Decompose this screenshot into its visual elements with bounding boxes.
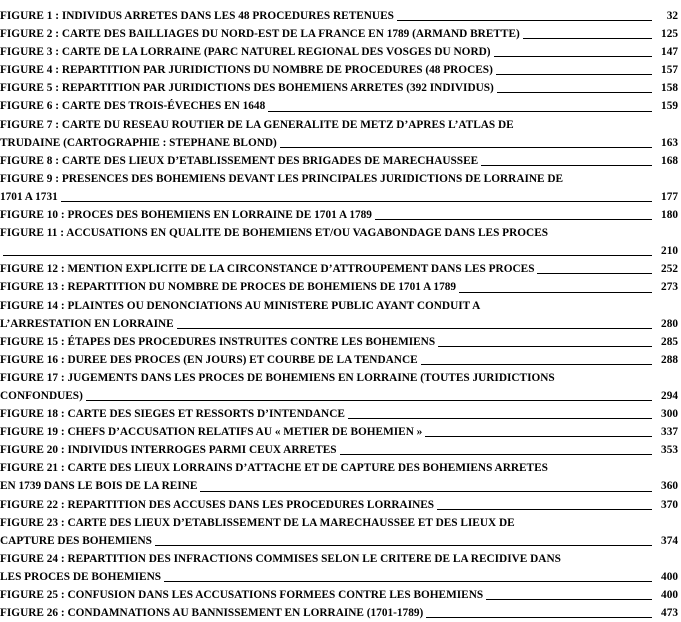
toc-entry-figure-9[interactable]: [0, 170, 678, 206]
toc-entry-line: [0, 333, 678, 351]
leader-line: [348, 418, 652, 419]
toc-entry-title-line-1: FIGURE 24 : REPARTITION DES INFRACTIONS COMMISES SELON LE CRITERE DE LA RECIDIVE DANS: [0, 552, 561, 565]
toc-entry-line: [0, 134, 678, 152]
toc-entry-line: [0, 586, 678, 604]
leader-line: [537, 273, 652, 274]
toc-entry-page: 210: [661, 245, 678, 258]
toc-entry-title: FIGURE 18 : CARTE DES SIEGES ET RESSORTS D’INTENDANCE: [0, 408, 345, 421]
leader-line: [340, 454, 652, 455]
toc-entry-figure-26[interactable]: [0, 604, 678, 622]
toc-entry-page: 273: [661, 281, 678, 294]
leader-line: [494, 56, 652, 57]
toc-entry-line: [0, 43, 678, 61]
toc-entry-figure-8[interactable]: [0, 152, 678, 170]
toc-entry-line: [0, 351, 678, 369]
toc-entry-page: 163: [661, 136, 678, 149]
toc-entry-title: FIGURE 16 : DUREE DES PROCES (EN JOURS) ET COURBE DE LA TENDANCE: [0, 353, 418, 366]
toc-entry-figure-24[interactable]: [0, 550, 678, 586]
toc-entry-page: 337: [661, 426, 678, 439]
toc-entry-title: FIGURE 5 : REPARTITION PAR JURIDICTIONS DES BOHEMIENS ARRETES (392 INDIVIDUS): [0, 82, 494, 95]
toc-entry-figure-3[interactable]: [0, 43, 678, 61]
toc-entry-figure-17[interactable]: [0, 369, 678, 405]
toc-entry-line: [0, 604, 678, 622]
toc-entry-figure-19[interactable]: [0, 423, 678, 441]
toc-entry-title-line-2: LES PROCES DE BOHEMIENS: [0, 570, 162, 583]
toc-entry-page: 288: [661, 353, 678, 366]
toc-entry-line: [0, 242, 678, 260]
toc-entry-title: FIGURE 10 : PROCES DES BOHEMIENS EN LORRAINE DE 1701 A 1789: [0, 209, 372, 222]
toc-entry-figure-18[interactable]: [0, 405, 678, 423]
toc-entry-figure-12[interactable]: [0, 260, 678, 278]
leader-line: [438, 346, 652, 347]
leader-line: [421, 364, 652, 365]
toc-entry-title: FIGURE 20 : INDIVIDUS INTERROGES PARMI CEUX ARRETES: [0, 444, 337, 457]
toc-entry-line: [0, 496, 678, 514]
toc-entry-page: 159: [661, 100, 678, 113]
toc-entry-figure-10[interactable]: [0, 206, 678, 224]
toc-entry-line: [0, 315, 678, 333]
toc-entry-page: 177: [661, 190, 678, 203]
toc-entry-page: 252: [661, 263, 678, 276]
leader-line: [486, 599, 652, 600]
toc-entry-page: 168: [661, 154, 678, 167]
toc-entry-title-line-1: FIGURE 14 : PLAINTES OU DENONCIATIONS AU MINISTERE PUBLIC AYANT CONDUIT A: [0, 299, 481, 312]
toc-entry-line: [0, 532, 678, 550]
toc-entry-figure-6[interactable]: [0, 97, 678, 115]
leader-line: [523, 38, 652, 39]
toc-entry-page: 157: [661, 64, 678, 77]
toc-entry-title: FIGURE 1 : INDIVIDUS ARRETES DANS LES 48 PROCEDURES RETENUES: [0, 10, 394, 22]
leader-line: [155, 545, 652, 546]
toc-entry-figure-20[interactable]: [0, 441, 678, 459]
toc-entry-page: 473: [661, 607, 678, 620]
toc-entry-figure-14[interactable]: [0, 297, 678, 333]
toc-entry-page: 147: [661, 46, 678, 59]
leader-line: [86, 400, 652, 401]
leader-line: [268, 111, 652, 112]
leader-line: [375, 219, 652, 220]
toc-entry-line: [0, 278, 678, 296]
toc-entry-page: 374: [661, 534, 678, 547]
toc-entry-title-line-2: CONFONDUES): [0, 389, 83, 402]
list-of-figures: [0, 7, 678, 622]
toc-entry-line: [0, 79, 678, 97]
toc-entry-page: 353: [661, 444, 678, 457]
leader-line: [280, 147, 652, 148]
toc-entry-title: FIGURE 13 : REPARTITION DU NOMBRE DE PROCES DE BOHEMIENS DE 1701 A 1789: [0, 281, 457, 294]
toc-entry-title-line-1: FIGURE 11 : ACCUSATIONS EN QUALITE DE BOHEMIENS ET/OU VAGABONDAGE DANS LES PROCES: [0, 227, 549, 240]
leader-line: [425, 436, 652, 437]
toc-entry-line: [0, 441, 678, 459]
toc-entry-line: [0, 568, 678, 586]
toc-entry-figure-15[interactable]: [0, 333, 678, 351]
toc-entry-title-line-1: FIGURE 21 : CARTE DES LIEUX LORRAINS D’ATTACHE ET DE CAPTURE DES BOHEMIENS ARRETES: [0, 462, 548, 475]
toc-entry-figure-5[interactable]: [0, 79, 678, 97]
toc-entry-page: 400: [661, 589, 678, 601]
toc-entry-title-line-2: L’ARRESTATION EN LORRAINE: [0, 317, 174, 330]
toc-entry-figure-1[interactable]: [0, 7, 678, 25]
toc-entry-title-line-2: CAPTURE DES BOHEMIENS: [0, 534, 152, 547]
toc-entry-page: 285: [661, 335, 678, 348]
leader-line: [3, 255, 652, 256]
toc-entry-title-line-1: FIGURE 23 : CARTE DES LIEUX D’ETABLISSEMENT DE LA MARECHAUSSEE ET DES LIEUX DE: [0, 516, 515, 529]
toc-entry-page: 360: [661, 480, 678, 493]
toc-entry-figure-23[interactable]: [0, 514, 678, 550]
toc-entry-title: FIGURE 15 : ÉTAPES DES PROCEDURES INSTRUITES CONTRE LES BOHEMIENS: [0, 335, 436, 348]
toc-entry-title: FIGURE 19 : CHEFS D’ACCUSATION RELATIFS AU « METIER DE BOHEMIEN »: [0, 426, 423, 439]
toc-entry-line: [0, 206, 678, 224]
toc-entry-title-line-1: FIGURE 17 : JUGEMENTS DANS LES PROCES DE BOHEMIENS EN LORRAINE (TOUTES JURIDICTIONS: [0, 371, 555, 384]
leader-line: [164, 581, 652, 582]
toc-entry-title: FIGURE 6 : CARTE DES TROIS-ÉVECHES EN 1648: [0, 100, 266, 113]
leader-line: [61, 201, 652, 202]
toc-entry-title-line-2: TRUDAINE (CARTOGRAPHIE : STEPHANE BLOND): [0, 136, 277, 149]
toc-entry-title: FIGURE 2 : CARTE DES BAILLIAGES DU NORD-EST DE LA FRANCE EN 1789 (ARMAND BRETTE): [0, 28, 520, 41]
toc-entry-line: [0, 61, 678, 79]
toc-entry-title-line-2: 1701 A 1731: [0, 190, 58, 203]
toc-entry-page: 294: [661, 389, 678, 402]
leader-line: [496, 74, 652, 75]
toc-entry-line: [0, 423, 678, 441]
toc-entry-figure-7[interactable]: [0, 116, 678, 152]
leader-line: [497, 92, 652, 93]
toc-entry-figure-25[interactable]: [0, 586, 678, 604]
toc-entry-page: 400: [661, 570, 678, 583]
toc-entry-title: FIGURE 26 : CONDAMNATIONS AU BANNISSEMENT EN LORRAINE (1701-1789): [0, 607, 424, 620]
toc-entry-title: FIGURE 4 : REPARTITION PAR JURIDICTIONS DU NOMBRE DE PROCEDURES (48 PROCES): [0, 64, 493, 77]
toc-entry-figure-16[interactable]: [0, 351, 678, 369]
toc-entry-title: FIGURE 8 : CARTE DES LIEUX D’ETABLISSEMENT DES BRIGADES DE MARECHAUSSEE: [0, 154, 479, 167]
toc-entry-title-line-2: EN 1739 DANS LE BOIS DE LA REINE: [0, 480, 198, 493]
toc-entry-page: 280: [661, 317, 678, 330]
leader-line: [200, 491, 652, 492]
toc-entry-figure-2[interactable]: [0, 25, 678, 43]
leader-line: [397, 20, 652, 21]
toc-entry-title-line-1: FIGURE 9 : PRESENCES DES BOHEMIENS DEVANT LES PRINCIPALES JURIDICTIONS DE LORRAINE DE: [0, 172, 564, 185]
toc-entry-figure-22[interactable]: [0, 496, 678, 514]
toc-entry-line: [0, 152, 678, 170]
toc-entry-figure-11[interactable]: [0, 224, 678, 260]
toc-entry-line: [0, 387, 678, 405]
toc-entry-figure-21[interactable]: [0, 459, 678, 495]
toc-entry-page: 125: [661, 28, 678, 41]
toc-entry-line: [0, 188, 678, 206]
toc-entry-line: [0, 7, 678, 25]
leader-line: [437, 509, 652, 510]
toc-entry-line: [0, 477, 678, 495]
toc-entry-title: FIGURE 3 : CARTE DE LA LORRAINE (PARC NATUREL REGIONAL DES VOSGES DU NORD): [0, 46, 491, 59]
toc-entry-title-line-1: FIGURE 7 : CARTE DU RESEAU ROUTIER DE LA GENERALITE DE METZ D’APRES L’ATLAS DE: [0, 118, 514, 131]
toc-entry-line: [0, 260, 678, 278]
leader-line: [426, 617, 652, 618]
leader-line: [459, 292, 652, 293]
toc-entry-page: 300: [661, 408, 678, 421]
toc-entry-figure-13[interactable]: [0, 278, 678, 296]
toc-entry-figure-4[interactable]: [0, 61, 678, 79]
toc-entry-title: FIGURE 25 : CONFUSION DANS LES ACCUSATIONS FORMEES CONTRE LES BOHEMIENS: [0, 589, 484, 601]
toc-entry-line: [0, 405, 678, 423]
toc-entry-page: 370: [661, 498, 678, 511]
toc-entry-page: 158: [661, 82, 678, 95]
toc-entry-title: FIGURE 12 : MENTION EXPLICITE DE LA CIRCONSTANCE D’ATTROUPEMENT DANS LES PROCES: [0, 263, 535, 276]
leader-line: [177, 328, 652, 329]
toc-entry-line: [0, 25, 678, 43]
toc-entry-line: [0, 97, 678, 115]
toc-entry-page: 32: [666, 10, 678, 22]
toc-entry-title: FIGURE 22 : REPARTITION DES ACCUSES DANS LES PROCEDURES LORRAINES: [0, 498, 435, 511]
toc-entry-page: 180: [661, 209, 678, 222]
leader-line: [481, 165, 652, 166]
